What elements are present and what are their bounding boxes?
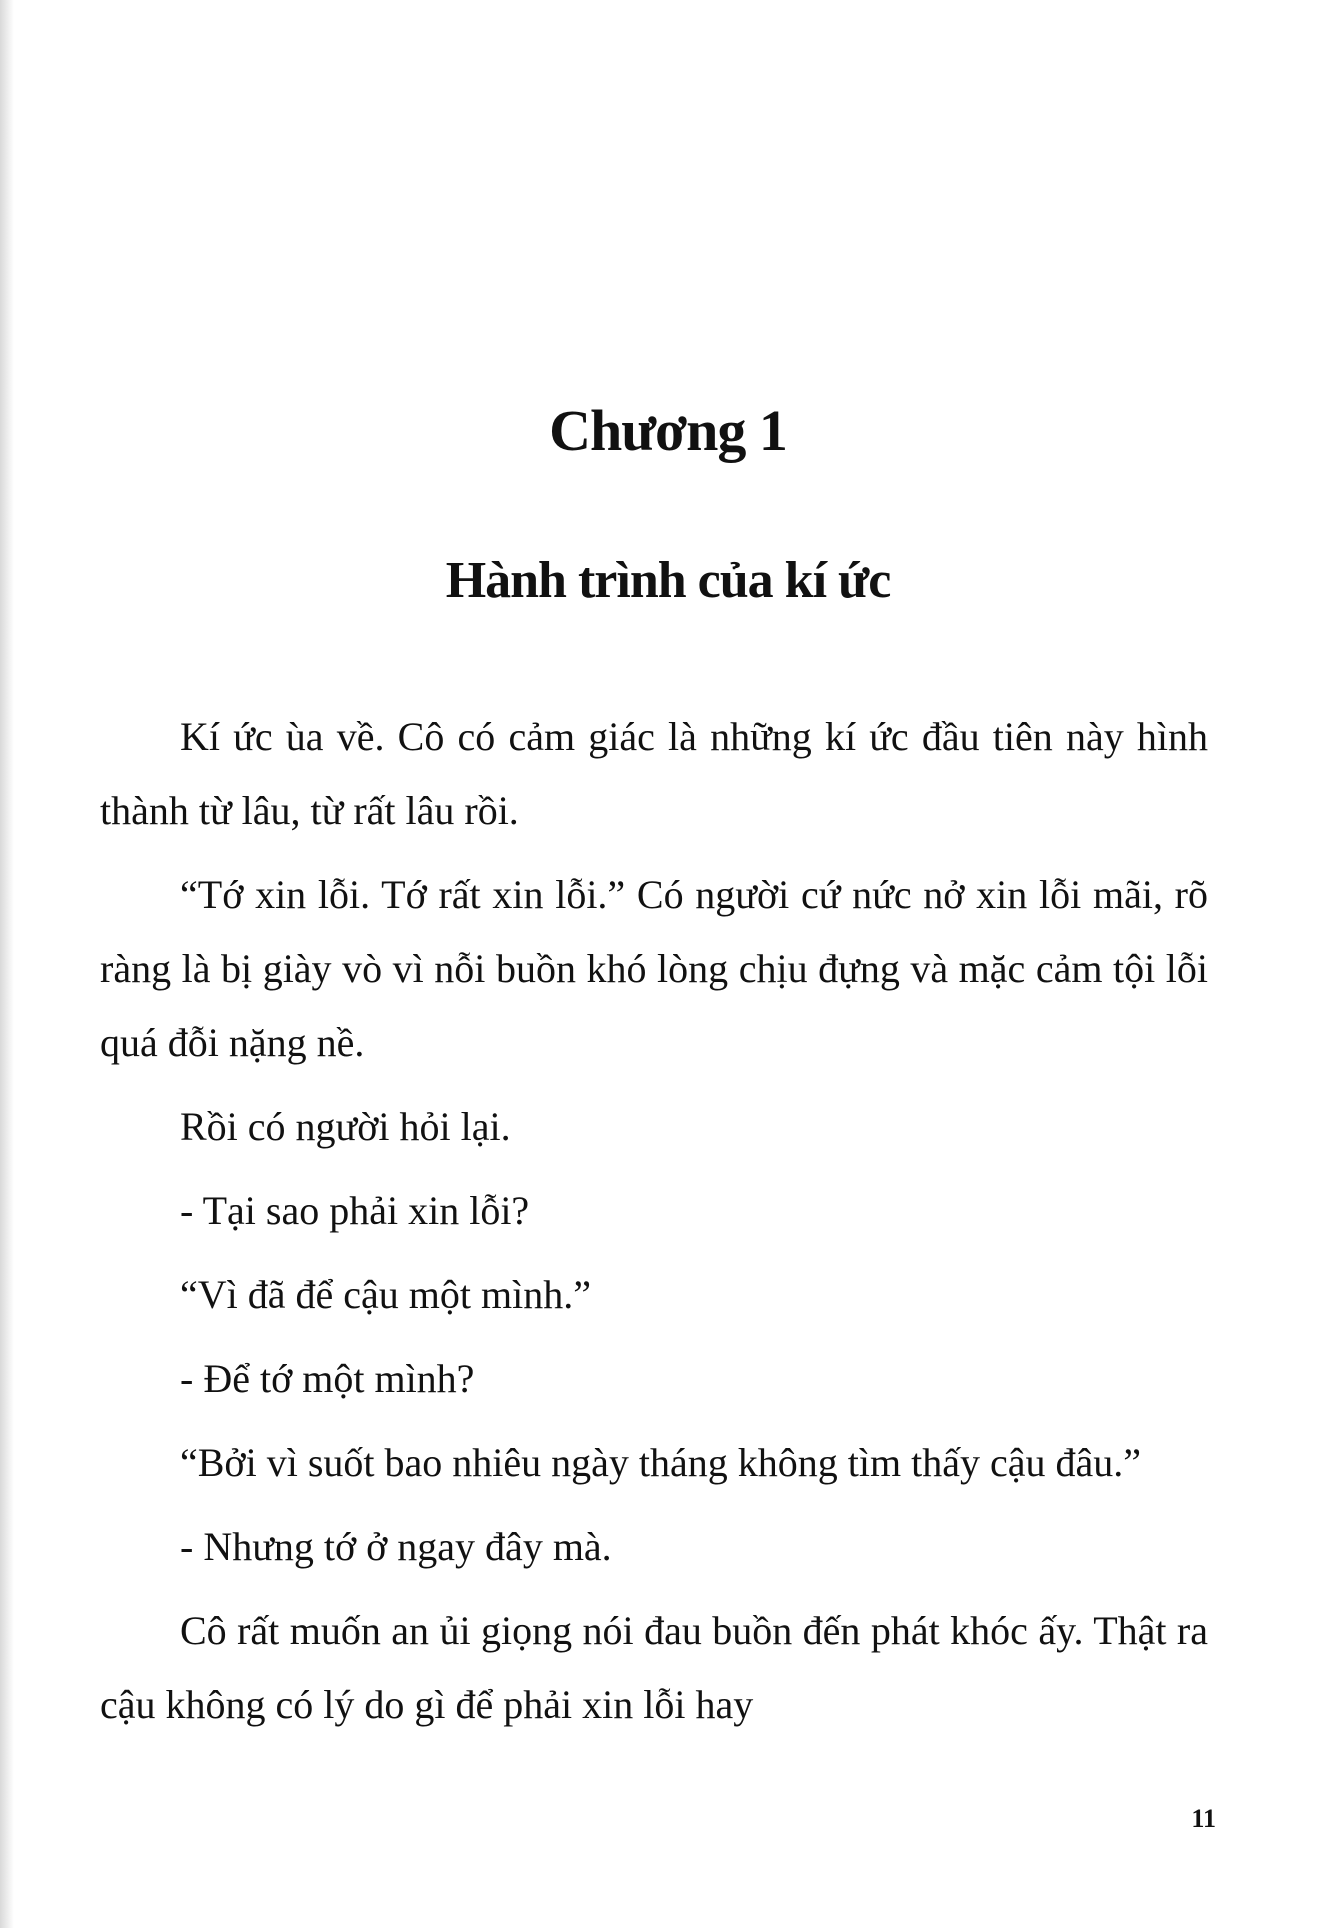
chapter-title: Hành trình của kí ức [445,552,891,610]
paragraph: Kí ức ùa về. Cô có cảm giác là những kí ức đầu tiên này hình thành từ lâu, từ rất lâu rồi. [100,714,1208,833]
paragraph: “Bởi vì suốt bao nhiêu ngày tháng không tìm thấy cậu đâu.” [180,1440,1141,1485]
chapter-body [100,700,1208,1752]
paragraph: “Vì đã để cậu một mình.” [180,1272,591,1317]
paragraph: Cô rất muốn an ủi giọng nói đau buồn đến phát khóc ấy. Thật ra cậu không có lý do gì để phải xin lỗi hay [100,1608,1208,1727]
paragraph: - Tại sao phải xin lỗi? [180,1188,530,1233]
paragraph: - Nhưng tớ ở ngay đây mà. [180,1524,612,1569]
paragraph: Rồi có người hỏi lại. [180,1104,511,1149]
page-number: 11 [1191,1804,1216,1833]
page-edge-shadow [0,0,14,1928]
chapter-number: Chương 1 [549,397,787,463]
paragraph: - Để tớ một mình? [180,1356,475,1401]
paragraph: “Tớ xin lỗi. Tớ rất xin lỗi.” Có người cứ nức nở xin lỗi mãi, rõ ràng là bị giày vò vì nỗi buồn khó lòng chịu đựng và mặc cảm tội lỗi quá đỗi nặng nề. [100,872,1208,1065]
